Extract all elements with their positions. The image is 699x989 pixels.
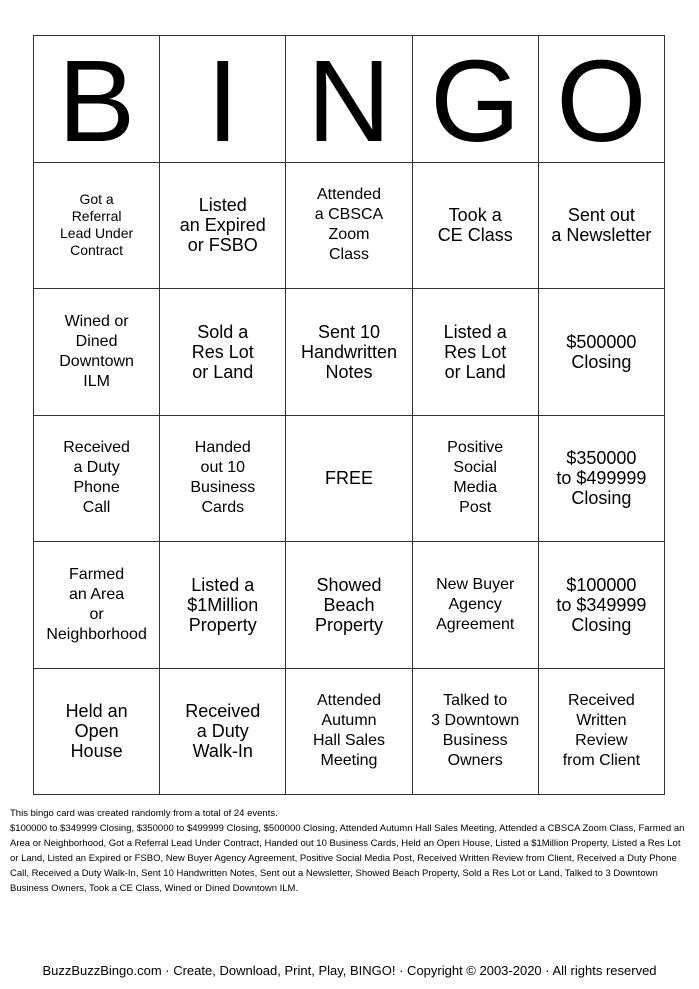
header-letter-o: O	[539, 36, 665, 163]
header-letter-g: G	[413, 36, 539, 163]
bingo-cell: Attended a CBSCA Zoom Class	[286, 163, 412, 290]
bingo-cell: $350000 to $499999 Closing	[539, 416, 665, 543]
bingo-cell: Showed Beach Property	[286, 542, 412, 669]
bingo-cell: Sent 10 Handwritten Notes	[286, 289, 412, 416]
header-letter-b: B	[34, 36, 160, 163]
bingo-cell: Talked to 3 Downtown Business Owners	[413, 669, 539, 796]
description-intro: This bingo card was created randomly from a total of 24 events.	[10, 808, 278, 819]
bingo-cell: Listed a Res Lot or Land	[413, 289, 539, 416]
card-description	[10, 806, 690, 896]
bingo-cell: Received a Duty Walk-In	[160, 669, 286, 796]
bingo-cell: Attended Autumn Hall Sales Meeting	[286, 669, 412, 796]
bingo-cell: $500000 Closing	[539, 289, 665, 416]
bingo-cell: Received Written Review from Client	[539, 669, 665, 796]
bingo-cell: Got a Referral Lead Under Contract	[34, 163, 160, 290]
bingo-cell: Listed an Expired or FSBO	[160, 163, 286, 290]
bingo-cell: Positive Social Media Post	[413, 416, 539, 543]
bingo-cell: $100000 to $349999 Closing	[539, 542, 665, 669]
header-letter-i: I	[160, 36, 286, 163]
copyright-footer: BuzzBuzzBingo.com · Create, Download, Print, Play, BINGO! · Copyright © 2003-2020 · All rights reserved	[42, 963, 657, 978]
bingo-cell: Sold a Res Lot or Land	[160, 289, 286, 416]
bingo-cell: New Buyer Agency Agreement	[413, 542, 539, 669]
bingo-cell: Took a CE Class	[413, 163, 539, 290]
header-letter-n: N	[286, 36, 412, 163]
bingo-cell: Sent out a Newsletter	[539, 163, 665, 290]
bingo-cell: Received a Duty Phone Call	[34, 416, 160, 543]
bingo-cell: Handed out 10 Business Cards	[160, 416, 286, 543]
bingo-card	[33, 35, 665, 795]
bingo-cell: Farmed an Area or Neighborhood	[34, 542, 160, 669]
bingo-cell: Held an Open House	[34, 669, 160, 796]
description-events-list: $100000 to $349999 Closing, $350000 to $499999 Closing, $500000 Closing, Attended Autumn Hall Sales Meeting, Attended a CBSCA Zoom Class, Farmed an Area or Neighborhood, Got a Referral Lead Under Contract, Handed out 10 Business Cards, Held an Open House, Listed a $1Million Property, Listed a Res Lot or Land, Listed an Expired or FSBO, New Buyer Agency Agreement, Positive Social Media Post, Received Written Review from Client, Received a Duty Phone Call, Received a Duty Walk-In, Sent 10 Handwritten Notes, Sent out a Newsletter, Showed Beach Property, Sold a Res Lot or Land, Talked to 3 Downtown Business Owners, Took a CE Class, Wined or Dined Downtown ILM.	[10, 823, 685, 894]
free-space-cell: FREE	[286, 416, 412, 543]
bingo-cell: Listed a $1Million Property	[160, 542, 286, 669]
bingo-cell: Wined or Dined Downtown ILM	[34, 289, 160, 416]
